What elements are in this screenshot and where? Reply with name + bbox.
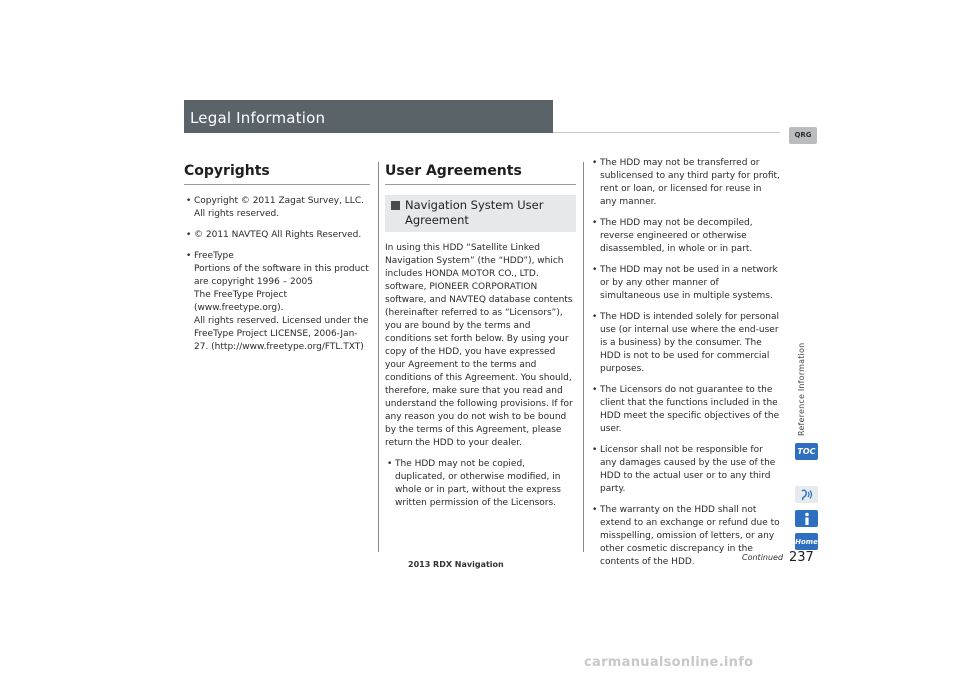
page-number: 237 (789, 550, 814, 565)
subsection-heading (385, 195, 576, 232)
info-icon (802, 512, 812, 526)
freetype-line: Portions of the software in this product are copyright 1996 – 2005 (194, 264, 369, 287)
bullet: • (592, 445, 598, 455)
continued-label: Continued (742, 553, 784, 562)
subsection-title: Navigation System User Agreement (405, 198, 544, 227)
agreement-intro: In using this HDD “Satellite Linked Navigation System” (the “HDD”), which includes HONDA MOTOR CO., LTD. software, PIONEER CORPORATION software, and NAVTEQ database contents (hereinafter referred to as “Licensors”), you are bound by the terms and conditions set forth below. By using your copy of the HDD, you have expressed your Agreement to the terms and conditions of this Agreement. You should, therefore, make sure that you read and understand the following provisions. If for any reason you do not wish to be bound by the terms of this Agreement, please return the HDD to your dealer. (385, 243, 573, 448)
copyright-zagat: Copyright © 2011 Zagat Survey, LLC. All rights reserved. (194, 196, 364, 219)
home-icon: Home (795, 537, 818, 546)
list-item (184, 195, 370, 221)
header-divider (553, 132, 780, 133)
list-item (590, 444, 780, 496)
list-item (590, 264, 780, 303)
info-button[interactable] (795, 510, 818, 527)
agreement-term: The Licensors do not guarantee to the client that the functions included in the HDD meet the specific objectives of the user. (600, 385, 780, 434)
copyright-navteq: © 2011 NAVTEQ All Rights Reserved. (194, 230, 362, 240)
bullet: • (592, 312, 598, 322)
copyrights-section (184, 162, 370, 362)
agreement-term: Licensor shall not be responsible for any damages caused by the use of the HDD to the actual user or to any third party. (600, 445, 776, 494)
bullet: • (186, 230, 192, 240)
qrg-button[interactable]: QRG (789, 127, 817, 144)
bullet: • (186, 196, 192, 206)
freetype-line: The FreeType Project (www.freetype.org). (194, 290, 288, 313)
bullet: • (592, 218, 598, 228)
book-title: 2013 RDX Navigation (408, 560, 504, 569)
agreement-term: The warranty on the HDD shall not extend to an exchange or refund due to misspelling, omission of letters, or any other cosmetic discrepancy in the contents of the HDD. (600, 505, 780, 567)
column-divider (378, 162, 379, 552)
freetype-line: All rights reserved. Licensed under the FreeType Project LICENSE, 2006-Jan-27. (http://www.freetype.org/FTL.TXT) (194, 316, 369, 352)
section-title-bar (184, 100, 553, 133)
bullet: • (387, 459, 393, 469)
bullet: • (592, 158, 598, 168)
bullet: • (592, 265, 598, 275)
home-button[interactable] (795, 533, 818, 550)
toc-button[interactable] (795, 443, 818, 460)
bullet: • (592, 505, 598, 515)
voice-command-icon (800, 488, 814, 501)
terms-section (590, 157, 780, 577)
list-item (590, 157, 780, 209)
agreement-term: The HDD may not be used in a network or by any other manner of simultaneous use in multiple systems. (600, 265, 778, 301)
agreement-term: The HDD may not be transferred or sublicensed to any third party for profit, rent or loan, or licensed for reuse in any manner. (600, 158, 780, 207)
square-bullet-icon (391, 201, 400, 210)
page-title: Legal Information (190, 109, 326, 127)
bullet: • (186, 251, 192, 261)
user-agreements-heading: User Agreements (385, 162, 576, 185)
column-divider (583, 162, 584, 552)
voice-command-button[interactable] (795, 486, 818, 503)
agreement-term: The HDD is intended solely for personal use (or internal use where the end-user is a business) by the consumer. The HDD is not to be used for commercial purposes. (600, 312, 779, 374)
list-item (385, 458, 576, 510)
list-item (590, 217, 780, 256)
list-item (184, 229, 370, 242)
copyrights-heading: Copyrights (184, 162, 370, 185)
list-item (184, 250, 370, 354)
agreement-term: The HDD may not be decompiled, reverse engineered or otherwise disassembled, in whole or in part. (600, 218, 753, 254)
user-agreements-section (385, 162, 576, 518)
toc-icon: TOC (797, 447, 816, 456)
bullet: • (592, 385, 598, 395)
watermark: carmanualsonline.info (584, 655, 754, 670)
agreement-term: The HDD may not be copied, duplicated, or otherwise modified, in whole or in part, without the express written permission of the Licensors. (395, 459, 561, 508)
freetype-title: FreeType (194, 251, 234, 261)
section-tab-reference-information[interactable]: Reference Information (797, 342, 806, 436)
list-item (590, 311, 780, 376)
list-item (590, 384, 780, 436)
